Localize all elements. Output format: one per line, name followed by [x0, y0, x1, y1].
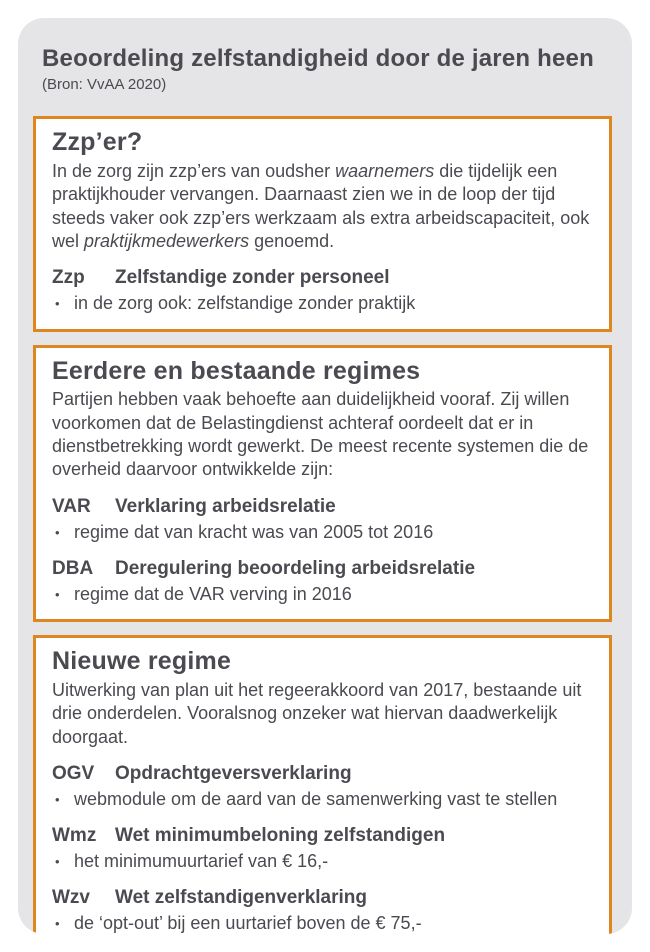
term-abbr: OGV [52, 763, 95, 785]
term-abbr: DBA [52, 558, 94, 579]
bullet-icon: • [55, 853, 60, 869]
term-abbr: VAR [52, 495, 91, 517]
term-abbr: Wzv [52, 887, 90, 909]
term-name: Wet minimumbeloning zelfstandigen [115, 825, 446, 847]
term-name: Wet zelfstandigenverklaring [115, 887, 367, 909]
term-bullet-row [52, 912, 596, 934]
term-name: Verklaring arbeidsrelatie [115, 495, 336, 517]
intro-text: genoemd. [249, 231, 335, 252]
intro-text: die tijdelijk een praktijkhouder vervangen. Daarnaast zien we in de loop der tijd steeds vaker ook zzp’ers werkzaam als extra arbeidscapaciteit, ook wel [52, 160, 590, 252]
page-title: Beoordeling zelfstandigheid door de jaren heen [42, 45, 594, 72]
section-nieuwe-regime [33, 635, 612, 934]
bullet-text: het minimumuurtarief van € 16,- [74, 850, 329, 871]
term-row [52, 495, 596, 519]
bullet-text: in de zorg ook: zelfstandige zonder praktijk [74, 293, 416, 314]
bullet-icon: • [55, 296, 60, 312]
intro-text-italic: waarnemers [335, 160, 435, 181]
term-row [52, 762, 596, 786]
term-bullet-row [52, 292, 596, 315]
infographic-card [18, 18, 632, 934]
term-row [52, 266, 596, 290]
section-zzper [33, 116, 612, 331]
term-bullet-row [52, 583, 596, 606]
section-heading: Nieuwe regime [52, 647, 232, 676]
term-bullet-row [52, 788, 596, 811]
bullet-icon: • [55, 524, 60, 540]
term-row [52, 886, 596, 910]
bullet-text: regime dat van kracht was van 2005 tot 2016 [74, 521, 434, 542]
intro-text: Partijen hebben vaak behoefte aan duidelijkheid vooraf. Zij willen voorkomen dat de Belastingdienst achteraf oordeelt dat er in dienstbetrekking wordt gewerkt. De meest recente systemen die de overheid daarvoor ontwikkelde zijn: [52, 389, 589, 480]
term-name: Deregulering beoordeling arbeidsrelatie [115, 558, 476, 579]
section-heading: Eerdere en bestaande regimes [52, 356, 421, 385]
section-intro [52, 160, 596, 254]
section-eerdere-regimes [33, 345, 612, 623]
source-note: (Bron: VvAA 2020) [42, 75, 167, 93]
term-row [52, 824, 596, 848]
term-bullet-row [52, 850, 596, 873]
bullet-icon: • [55, 791, 60, 807]
bullet-icon: • [55, 586, 60, 602]
term-name: Opdrachtgeversverklaring [115, 763, 352, 785]
term-row [52, 557, 596, 581]
term-name: Zelfstandige zonder personeel [115, 267, 390, 289]
term-abbr: Wmz [52, 825, 97, 847]
bullet-icon: • [55, 916, 60, 932]
intro-text-italic: praktijkmedewerkers [84, 231, 250, 252]
intro-text: Uitwerking van plan uit het regeerakkoord van 2017, bestaande uit drie onderdelen. Vooralsnog onzeker wat hiervan daadwerkelijk doorgaat. [52, 679, 582, 747]
section-intro [52, 679, 596, 749]
intro-text: In de zorg zijn zzp’ers van oudsher [52, 160, 336, 181]
section-heading: Zzp’er? [52, 128, 143, 157]
bullet-text: de ‘opt-out’ bij een uurtarief boven de € 75,- [74, 913, 422, 934]
bullet-text: webmodule om de aard van de samenwerking vast te stellen [74, 788, 558, 809]
term-abbr: Zzp [52, 267, 85, 289]
term-bullet-row [52, 521, 596, 544]
bullet-text: regime dat de VAR verving in 2016 [74, 583, 352, 604]
section-intro [52, 388, 596, 482]
